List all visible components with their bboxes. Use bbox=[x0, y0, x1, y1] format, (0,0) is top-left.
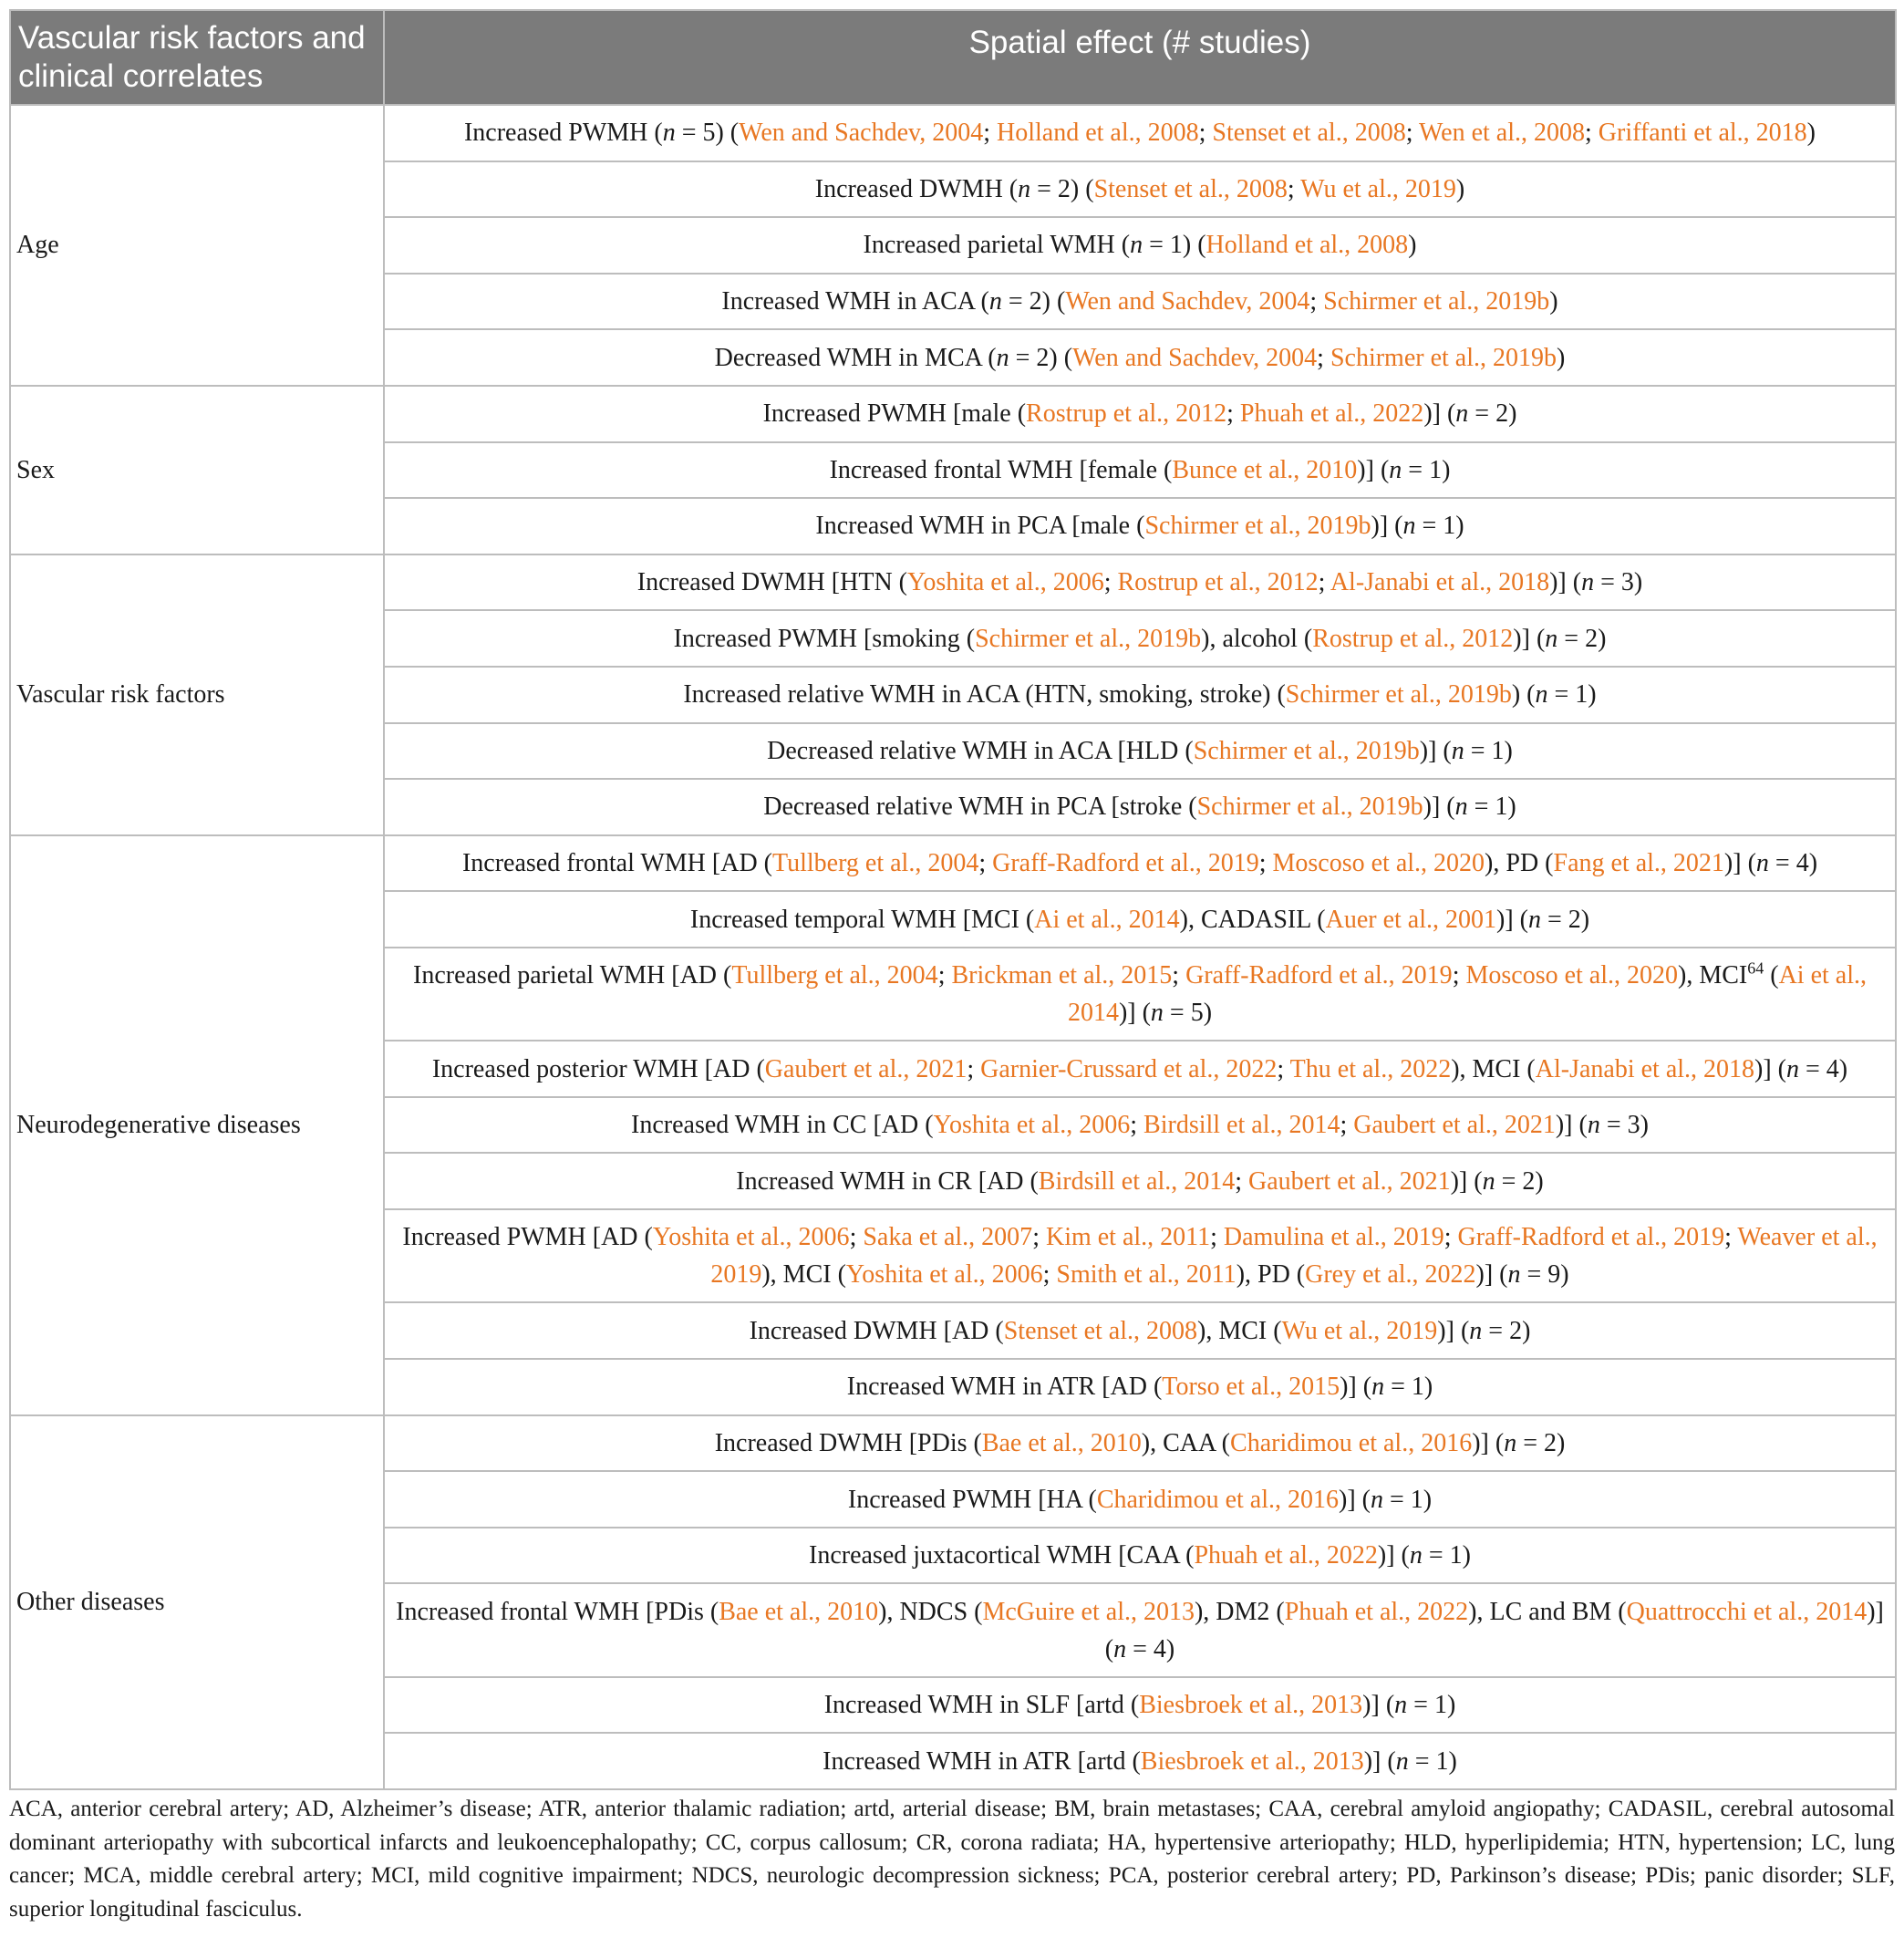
effect-text: Increased WMH in ATR [artd ( bbox=[823, 1746, 1141, 1776]
effect-text: ; bbox=[1103, 568, 1118, 597]
citation-link[interactable]: Holland et al., 2008 bbox=[997, 119, 1199, 148]
spatial-effect-table bbox=[9, 9, 1897, 1790]
effect-text: = 2) ( bbox=[1001, 287, 1066, 316]
effect-text: ), LC and BM ( bbox=[1468, 1597, 1627, 1626]
effect-text: ) bbox=[1455, 174, 1465, 203]
effect-text: = 2) bbox=[1540, 905, 1590, 934]
effect-text: ), MCI ( bbox=[761, 1260, 846, 1290]
effect-text: ; bbox=[1318, 568, 1330, 597]
effect-cell bbox=[384, 1153, 1896, 1209]
effect-text: = 1) bbox=[1467, 793, 1516, 822]
effect-text: ; bbox=[1258, 849, 1273, 878]
effect-text: ), DM2 ( bbox=[1194, 1597, 1285, 1626]
effect-cell bbox=[384, 1733, 1896, 1789]
citation-link[interactable]: Phuah et al., 2022 bbox=[1194, 1541, 1378, 1570]
category-cell: Neurodegenerative diseases bbox=[10, 835, 384, 1415]
italic-n: n bbox=[1113, 1634, 1127, 1663]
effect-cell bbox=[384, 554, 1896, 611]
effect-cell bbox=[384, 274, 1896, 330]
effect-text: ; bbox=[1309, 287, 1324, 316]
citation-link[interactable]: Schirmer et al., 2019b bbox=[1144, 512, 1371, 541]
italic-n: n bbox=[1370, 1485, 1383, 1514]
effect-text: )] ( bbox=[1118, 999, 1151, 1028]
effect-text: ), CAA ( bbox=[1141, 1428, 1231, 1457]
italic-n: n bbox=[1469, 1316, 1483, 1345]
effect-text: = 2) bbox=[1516, 1428, 1566, 1457]
effect-text: = 1) bbox=[1384, 1373, 1433, 1402]
effect-text: )] ( bbox=[1475, 1260, 1508, 1290]
effect-text: = 2) ( bbox=[1030, 174, 1094, 203]
effect-text: )] ( bbox=[1723, 849, 1756, 878]
effect-text: Increased DWMH [PDis ( bbox=[714, 1428, 982, 1457]
table-row bbox=[10, 835, 1896, 892]
effect-cell bbox=[384, 329, 1896, 386]
italic-n: n bbox=[1409, 1541, 1423, 1570]
effect-text: )] ( bbox=[1549, 568, 1582, 597]
effect-cell bbox=[384, 217, 1896, 274]
citation-link[interactable]: Quattrocchi et al., 2014 bbox=[1626, 1597, 1868, 1626]
citation-link[interactable]: Wen and Sachdev, 2004 bbox=[739, 119, 984, 148]
citation-link[interactable]: Al-Janabi et al., 2018 bbox=[1535, 1054, 1755, 1083]
citation-link[interactable]: Yoshita et al., 2006 bbox=[933, 1111, 1131, 1140]
citation-link[interactable]: Gaubert et al., 2021 bbox=[1353, 1111, 1556, 1140]
effect-text: ; bbox=[1405, 119, 1419, 148]
effect-text: = 3) bbox=[1599, 1111, 1649, 1140]
italic-n: n bbox=[1455, 399, 1469, 429]
effect-text: ; bbox=[1235, 1166, 1249, 1196]
effect-cell bbox=[384, 891, 1896, 948]
citation-link[interactable]: Moscoso et al., 2020 bbox=[1465, 961, 1678, 990]
effect-text: ), CADASIL ( bbox=[1179, 905, 1326, 934]
citation-link[interactable]: Gaubert et al., 2021 bbox=[1248, 1166, 1451, 1196]
citation-link[interactable]: Graff-Radford et al., 2019 bbox=[992, 849, 1259, 878]
effect-cell bbox=[384, 386, 1896, 442]
citation-link[interactable]: Stenset et al., 2008 bbox=[1212, 119, 1406, 148]
italic-n: n bbox=[1507, 1260, 1521, 1290]
effect-text: ; bbox=[1130, 1111, 1144, 1140]
italic-n: n bbox=[996, 343, 1009, 372]
citation-link[interactable]: Graff-Radford et al., 2019 bbox=[1185, 961, 1453, 990]
effect-text: )] ( bbox=[1377, 1541, 1410, 1570]
effect-text: ; bbox=[1585, 119, 1599, 148]
effect-text: ; bbox=[849, 1223, 864, 1252]
italic-n: n bbox=[1454, 793, 1468, 822]
citation-link[interactable]: Thu et al., 2022 bbox=[1289, 1054, 1452, 1083]
citation-link[interactable]: Grey et al., 2022 bbox=[1305, 1260, 1476, 1290]
effect-text: )] ( bbox=[1513, 624, 1546, 653]
effect-text: Decreased WMH in MCA ( bbox=[714, 343, 997, 372]
citation-link[interactable]: Phuah et al., 2022 bbox=[1239, 399, 1424, 429]
effect-cell bbox=[384, 442, 1896, 499]
effect-text: ; bbox=[967, 1054, 981, 1083]
effect-text: ), alcohol ( bbox=[1201, 624, 1313, 653]
citation-link[interactable]: Bunce et al., 2010 bbox=[1172, 455, 1358, 484]
italic-n: n bbox=[1150, 999, 1164, 1028]
effect-text: Increased parietal WMH [AD ( bbox=[413, 961, 732, 990]
effect-text: )] ( bbox=[1496, 905, 1528, 934]
effect-text: = 4) bbox=[1126, 1634, 1175, 1663]
effect-cell bbox=[384, 610, 1896, 667]
italic-n: n bbox=[1535, 680, 1548, 710]
italic-n: n bbox=[1402, 512, 1416, 541]
citation-link[interactable]: Damulina et al., 2019 bbox=[1223, 1223, 1444, 1252]
footnote: ACA, anterior cerebral artery; AD, Alzheimer’s disease; ATR, anterior thalamic radiation; artd, arterial disease; BM, brain metastases; CAA, cerebral amyloid angiopathy; CADASIL, cerebral autosomal dominant arteriopathy with subcortical infarcts and leukoencephalopathy; CC, corpus callosum; CR, corona radiata; HA, hypertensive arteriopathy; HLD, hyperlipidemia; HTN, hypertension; LC, lung cancer; MCA, middle cerebral artery; MCI, mild cognitive impairment; NDCS, neurologic decompression sickness; PCA, posterior cerebral artery; PD, Parkinson’s disease; PDis; panic disorder; SLF, superior longitudinal fasciculus. bbox=[9, 1797, 1895, 1922]
citation-link[interactable]: Graff-Radford et al., 2019 bbox=[1457, 1223, 1725, 1252]
effect-text: )] ( bbox=[1555, 1111, 1588, 1140]
effect-text: ; bbox=[1210, 1223, 1224, 1252]
citation-link[interactable]: Yoshita et al., 2006 bbox=[845, 1260, 1043, 1290]
effect-text: ; bbox=[1042, 1260, 1057, 1290]
citation-link[interactable]: Bae et al., 2010 bbox=[719, 1597, 879, 1626]
citation-link[interactable]: Biesbroek et al., 2013 bbox=[1140, 1746, 1364, 1776]
effect-text: )] ( bbox=[1450, 1166, 1483, 1196]
italic-n: n bbox=[1395, 1746, 1409, 1776]
citation-link[interactable]: Ai et al., 2014 bbox=[1034, 905, 1180, 934]
citation-link[interactable]: Yoshita et al., 2006 bbox=[907, 568, 1104, 597]
effect-text: Increased frontal WMH [PDis ( bbox=[396, 1597, 719, 1626]
effect-text: Decreased relative WMH in ACA [HLD ( bbox=[767, 736, 1194, 765]
citation-link[interactable]: Holland et al., 2008 bbox=[1206, 231, 1409, 260]
citation-link[interactable]: Schirmer et al., 2019b bbox=[1285, 680, 1512, 710]
citation-link[interactable]: Garnier-Crussard et al., 2022 bbox=[980, 1054, 1278, 1083]
citation-link[interactable]: Torso et al., 2015 bbox=[1162, 1373, 1340, 1402]
effect-text: Increased WMH in CC [AD ( bbox=[631, 1111, 934, 1140]
citation-link[interactable]: Wen et al., 2008 bbox=[1418, 119, 1586, 148]
effect-text: ) ( bbox=[1511, 680, 1536, 710]
effect-text: ), NDCS ( bbox=[878, 1597, 983, 1626]
citation-link[interactable]: Moscoso et al., 2020 bbox=[1272, 849, 1485, 878]
effect-text: ) bbox=[1549, 287, 1558, 316]
italic-n: n bbox=[1587, 1111, 1600, 1140]
citation-link[interactable]: Saka et al., 2007 bbox=[863, 1223, 1033, 1252]
italic-n: n bbox=[1482, 1166, 1495, 1196]
citation-link[interactable]: Wen and Sachdev, 2004 bbox=[1065, 287, 1310, 316]
header-row bbox=[10, 10, 1896, 105]
effect-cell bbox=[384, 1415, 1896, 1472]
effect-text: ), MCI ( bbox=[1197, 1316, 1282, 1345]
effect-text: = 1) bbox=[1408, 1746, 1457, 1776]
effect-text: ( bbox=[1764, 961, 1779, 990]
citation-link[interactable]: Stenset et al., 2008 bbox=[1093, 174, 1288, 203]
effect-text: Increased posterior WMH [AD ( bbox=[431, 1054, 765, 1083]
effect-text: ) bbox=[1557, 343, 1566, 372]
citation-link[interactable]: Gaubert et al., 2021 bbox=[764, 1054, 968, 1083]
effect-cell bbox=[384, 1583, 1896, 1676]
header-risk-factors: Vascular risk factors and clinical correlates bbox=[10, 10, 384, 105]
effect-text: = 9) bbox=[1520, 1260, 1569, 1290]
citation-link[interactable]: Schirmer et al., 2019b bbox=[1330, 343, 1557, 372]
citation-link[interactable]: Yoshita et al., 2006 bbox=[652, 1223, 850, 1252]
citation-link[interactable]: Brickman et al., 2015 bbox=[951, 961, 1173, 990]
italic-n: n bbox=[1527, 905, 1541, 934]
effect-text: ; bbox=[1226, 399, 1240, 429]
citation-link[interactable]: Charidimou et al., 2016 bbox=[1096, 1485, 1339, 1514]
citation-link[interactable]: Wu et al., 2019 bbox=[1300, 174, 1456, 203]
effect-text: = 2) bbox=[1468, 399, 1517, 429]
effect-cell bbox=[384, 1209, 1896, 1302]
effect-text: Increased WMH in CR [AD ( bbox=[736, 1166, 1039, 1196]
table-row bbox=[10, 554, 1896, 611]
table-body bbox=[10, 105, 1896, 1789]
effect-text: = 4) bbox=[1768, 849, 1818, 878]
category-cell: Vascular risk factors bbox=[10, 554, 384, 835]
effect-text: ; bbox=[1198, 119, 1213, 148]
effect-text: ; bbox=[1032, 1223, 1046, 1252]
effect-cell bbox=[384, 161, 1896, 218]
italic-n: n bbox=[988, 287, 1002, 316]
citation-link[interactable]: Schirmer et al., 2019b bbox=[1196, 793, 1423, 822]
italic-n: n bbox=[1394, 1691, 1408, 1720]
effect-text: Increased frontal WMH [AD ( bbox=[461, 849, 772, 878]
citation-link[interactable]: Al-Janabi et al., 2018 bbox=[1330, 568, 1550, 597]
effect-text: ; bbox=[1317, 343, 1330, 372]
effect-text: = 2) bbox=[1495, 1166, 1544, 1196]
effect-text: Increased juxtacortical WMH [CAA ( bbox=[809, 1541, 1195, 1570]
citation-link[interactable]: Stenset et al., 2008 bbox=[1003, 1316, 1198, 1345]
effect-text: ), PD ( bbox=[1485, 849, 1554, 878]
effect-cell bbox=[384, 667, 1896, 723]
italic-n: n bbox=[1755, 849, 1769, 878]
citation-link[interactable]: Rostrup et al., 2012 bbox=[1117, 568, 1319, 597]
effect-text: = 1) bbox=[1464, 736, 1513, 765]
effect-text: Increased PWMH [smoking ( bbox=[673, 624, 976, 653]
effect-text: ; bbox=[1277, 1054, 1290, 1083]
italic-n: n bbox=[1389, 455, 1402, 484]
effect-text: Increased WMH in ATR [AD ( bbox=[846, 1373, 1163, 1402]
citation-link[interactable]: Biesbroek et al., 2013 bbox=[1139, 1691, 1363, 1720]
table-row bbox=[10, 1415, 1896, 1472]
effect-text: = 2) bbox=[1482, 1316, 1531, 1345]
effect-text: Increased DWMH ( bbox=[814, 174, 1019, 203]
effect-text: Increased PWMH ( bbox=[463, 119, 663, 148]
effect-text: = 4) bbox=[1799, 1054, 1848, 1083]
effect-cell bbox=[384, 105, 1896, 161]
citation-link[interactable]: Rostrup et al., 2012 bbox=[1026, 399, 1227, 429]
category-cell: Sex bbox=[10, 386, 384, 554]
effect-text: = 3) bbox=[1594, 568, 1643, 597]
effect-cell bbox=[384, 835, 1896, 892]
effect-text: Increased frontal WMH [female ( bbox=[829, 455, 1173, 484]
effect-text: ) bbox=[1408, 231, 1417, 260]
italic-n: n bbox=[1581, 568, 1595, 597]
effect-text: )] ( bbox=[1362, 1691, 1395, 1720]
citation-link[interactable]: Wen and Sachdev, 2004 bbox=[1072, 343, 1318, 372]
citation-link[interactable]: Schirmer et al., 2019b bbox=[1193, 736, 1420, 765]
effect-text: ; bbox=[1444, 1223, 1458, 1252]
effect-text: )] ( bbox=[1371, 512, 1403, 541]
effect-cell bbox=[384, 948, 1896, 1041]
effect-text: = 5) ( bbox=[675, 119, 740, 148]
effect-text: = 1) bbox=[1407, 1691, 1456, 1720]
effect-text: = 1) bbox=[1547, 680, 1597, 710]
effect-text: ), MCI bbox=[1678, 961, 1748, 990]
italic-n: n bbox=[1130, 231, 1143, 260]
effect-text: = 5) bbox=[1163, 999, 1213, 1028]
citation-link[interactable]: Phuah et al., 2022 bbox=[1284, 1597, 1469, 1626]
effect-text: ; bbox=[1340, 1111, 1354, 1140]
effect-text: Increased PWMH [male ( bbox=[762, 399, 1027, 429]
citation-link[interactable]: Charidimou et al., 2016 bbox=[1230, 1428, 1473, 1457]
effect-text: = 1) bbox=[1422, 1541, 1471, 1570]
italic-n: n bbox=[662, 119, 676, 148]
effect-text: ; bbox=[983, 119, 997, 148]
effect-text: Increased WMH in PCA [male ( bbox=[815, 512, 1145, 541]
italic-n: n bbox=[1786, 1054, 1800, 1083]
citation-link[interactable]: Schirmer et al., 2019b bbox=[975, 624, 1202, 653]
header-spatial-effect: Spatial effect (# studies) bbox=[384, 10, 1896, 105]
effect-text: ; bbox=[1452, 961, 1466, 990]
table-row bbox=[10, 105, 1896, 161]
citation-link[interactable]: Smith et al., 2011 bbox=[1056, 1260, 1237, 1290]
citation-link[interactable]: Tullberg et al., 2004 bbox=[772, 849, 979, 878]
effect-text: )] ( bbox=[1340, 1373, 1372, 1402]
effect-cell bbox=[384, 723, 1896, 780]
citation-link[interactable]: Tullberg et al., 2004 bbox=[731, 961, 938, 990]
effect-cell bbox=[384, 498, 1896, 554]
citation-link[interactable]: McGuire et al., 2013 bbox=[982, 1597, 1195, 1626]
effect-text: = 2) bbox=[1557, 624, 1607, 653]
effect-cell bbox=[384, 1302, 1896, 1359]
effect-text: Increased relative WMH in ACA (HTN, smoking, stroke) ( bbox=[683, 680, 1286, 710]
effect-cell bbox=[384, 1097, 1896, 1154]
citation-link[interactable]: Griffanti et al., 2018 bbox=[1598, 119, 1807, 148]
italic-n: n bbox=[1451, 736, 1464, 765]
effect-text: )] ( bbox=[1363, 1746, 1396, 1776]
effect-text: ; bbox=[937, 961, 952, 990]
effect-text: Increased WMH in ACA ( bbox=[721, 287, 989, 316]
effect-text: )] ( bbox=[1423, 399, 1456, 429]
citation-link[interactable]: Auer et al., 2001 bbox=[1325, 905, 1496, 934]
citation-link[interactable]: Rostrup et al., 2012 bbox=[1312, 624, 1514, 653]
effect-text: = 1) bbox=[1415, 512, 1464, 541]
effect-text: Increased WMH in SLF [artd ( bbox=[823, 1691, 1140, 1720]
category-cell: Other diseases bbox=[10, 1415, 384, 1789]
effect-cell bbox=[384, 1041, 1896, 1097]
effect-text: Increased DWMH [AD ( bbox=[749, 1316, 1004, 1345]
table-container bbox=[9, 9, 1895, 1790]
effect-text: )] ( bbox=[1754, 1054, 1787, 1083]
effect-cell bbox=[384, 779, 1896, 835]
italic-n: n bbox=[1371, 1373, 1385, 1402]
effect-text: = 2) ( bbox=[1009, 343, 1073, 372]
citation-link[interactable]: Bae et al., 2010 bbox=[981, 1428, 1142, 1457]
effect-text: Increased temporal WMH [MCI ( bbox=[689, 905, 1035, 934]
citation-link[interactable]: Wu et al., 2019 bbox=[1281, 1316, 1438, 1345]
effect-text: = 1) bbox=[1402, 455, 1451, 484]
effect-cell bbox=[384, 1528, 1896, 1584]
effect-text: )] ( bbox=[1339, 1485, 1371, 1514]
effect-text: ; bbox=[1724, 1223, 1738, 1252]
effect-cell bbox=[384, 1471, 1896, 1528]
effect-text: Increased parietal WMH ( bbox=[863, 231, 1131, 260]
citation-link[interactable]: Birdsill et al., 2014 bbox=[1143, 1111, 1340, 1140]
effect-text: = 1) ( bbox=[1143, 231, 1206, 260]
effect-text: )] ( bbox=[1104, 1597, 1884, 1663]
effect-cell bbox=[384, 1677, 1896, 1734]
category-cell: Age bbox=[10, 105, 384, 386]
citation-link[interactable]: Weaver et al., 2019 bbox=[710, 1223, 1878, 1290]
effect-text: ; bbox=[1172, 961, 1186, 990]
effect-text: ; bbox=[1287, 174, 1301, 203]
citation-link[interactable]: Kim et al., 2011 bbox=[1045, 1223, 1211, 1252]
table-row bbox=[10, 386, 1896, 442]
effect-text: )] ( bbox=[1357, 455, 1390, 484]
citation-link[interactable]: Fang et al., 2021 bbox=[1553, 849, 1724, 878]
effect-cell bbox=[384, 1359, 1896, 1415]
italic-n: n bbox=[1018, 174, 1031, 203]
effect-text: )] ( bbox=[1472, 1428, 1505, 1457]
italic-n: n bbox=[1504, 1428, 1517, 1457]
citation-link[interactable]: Schirmer et al., 2019b bbox=[1323, 287, 1550, 316]
effect-text: ) bbox=[1806, 119, 1816, 148]
effect-text: ; bbox=[978, 849, 993, 878]
effect-text: )] ( bbox=[1437, 1316, 1470, 1345]
effect-text: = 1) bbox=[1382, 1485, 1433, 1514]
effect-text: Decreased relative WMH in PCA [stroke ( bbox=[763, 793, 1197, 822]
effect-text: )] ( bbox=[1419, 736, 1452, 765]
effect-text: Increased PWMH [AD ( bbox=[402, 1223, 653, 1252]
italic-n: n bbox=[1545, 624, 1558, 653]
effect-text: Increased PWMH [HA ( bbox=[847, 1485, 1097, 1514]
effect-text: ), PD ( bbox=[1236, 1260, 1306, 1290]
effect-text: Increased DWMH [HTN ( bbox=[636, 568, 907, 597]
effect-text: ), MCI ( bbox=[1451, 1054, 1536, 1083]
citation-link[interactable]: Ai et al., 2014 bbox=[1067, 961, 1867, 1028]
citation-link[interactable]: Birdsill et al., 2014 bbox=[1038, 1166, 1236, 1196]
effect-text: )] ( bbox=[1423, 793, 1455, 822]
superscript: 64 bbox=[1747, 958, 1764, 978]
